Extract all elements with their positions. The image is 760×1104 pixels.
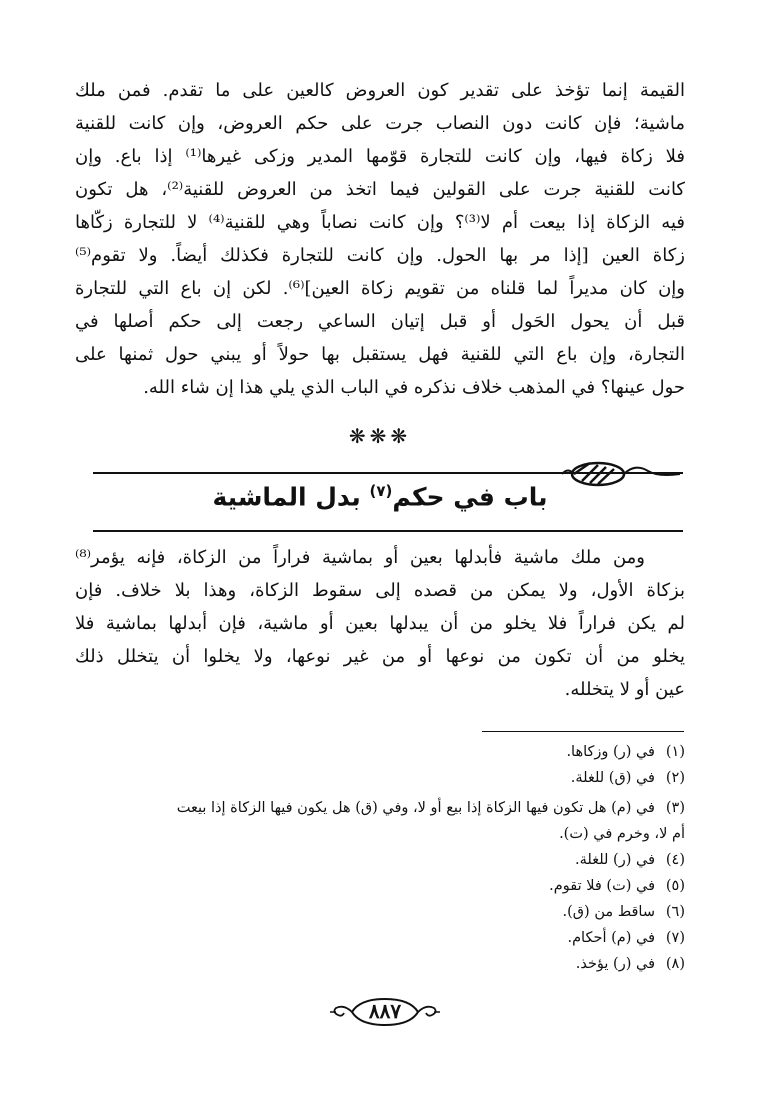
section-line: لم يكن فراراً فلا يخلو من أن يبدلها بعين أو ماشية، فإن أبدلها بماشية فلا (75, 613, 685, 634)
body-line: وإن كان مديراً لما قلناه من تقويم زكاة العين]⁽⁶⁾. لكن إن باع التي للتجارة (75, 278, 685, 299)
heading-note: (٧) (369, 482, 393, 500)
section-line: ومن ملك ماشية فأبدلها بعين أو بماشية فراراً من الزكاة، فإنه يؤمر⁽⁸⁾ (75, 547, 645, 568)
heading-text: بدل الماشية (212, 482, 361, 512)
footnote (75, 740, 685, 764)
body-line: زكاة العين [إذا مر بها الحول. وإن كانت للتجارة فكذلك أيضاً. ولا تقوم⁽⁵⁾ (75, 245, 685, 266)
section-separator: ❋❋❋ (348, 424, 412, 448)
main-paragraph (75, 76, 685, 398)
footnote-text: في (ق) للغلة. (570, 770, 655, 786)
footnote-text: في (م) هل تكون فيها الزكاة إذا بيع أو لا، وفي (ق) هل يكون فيها الزكاة إذا بيعت (176, 800, 655, 816)
section-line: بزكاة الأول، ولا يمكن من قصده إلى سقوط الزكاة، وهذا بلا خلاف. فإن (75, 580, 685, 601)
heading-top-rule (93, 472, 683, 474)
footnote (75, 874, 685, 898)
footnote-text: في (ر) وزكاها. (566, 744, 655, 760)
footnote-text: في (ت) فلا تقوم. (549, 878, 655, 894)
footnote-text: في (ر) يؤخذ. (575, 956, 655, 972)
heading-text: باب في حكم (392, 482, 548, 512)
heading-bottom-rule (93, 530, 683, 532)
body-line: حول عينها؟ في المذهب خلاف نذكره في الباب الذي يلي هذا إن شاء الله. (143, 377, 685, 398)
section-line: يخلو من أن تكون من نوعها أو من غير نوعها، ولا يخلوا أن يتخلل ذلك (75, 646, 685, 667)
body-line: فلا زكاة فيها، وإن كانت للتجارة قوّمها المدير وزكى غيرها⁽¹⁾ إذا باع. وإن (75, 146, 685, 167)
footnote-number: (١) (665, 744, 685, 760)
body-line: التجارة، وإن باع التي للقنية فهل يستقبل بها حولاً أو يبني حول ثمنها على (75, 344, 685, 365)
footnote (75, 926, 685, 950)
body-line: القيمة إنما تؤخذ على تقدير كون العروض كالعين على ما تقدم. فمن ملك (75, 80, 685, 101)
body-line: ماشية؛ فإن كانت دون النصاب جرت على حكم العروض، وإن كانت للقنية (75, 113, 685, 134)
footnote-text: في (م) أحكام. (567, 930, 655, 946)
footnote (75, 766, 685, 790)
body-line: كانت للقنية جرت على القولين فيما اتخذ من العروض للقنية⁽²⁾، هل تكون (75, 179, 685, 200)
footnote (75, 796, 685, 820)
body-line: قبل أن يحول الحَول أو قبل إتيان الساعي رجعت إلى حكم أصلها في (75, 311, 685, 332)
footnote-number: (٧) (665, 930, 685, 946)
chapter-heading (75, 482, 685, 511)
footnote-number: (٣) (665, 800, 685, 816)
footnote-continuation (75, 822, 685, 846)
section-line: عين أو لا يتخلله. (564, 679, 685, 700)
footnote-rule (482, 731, 684, 732)
page-number: ٨٨٧ (368, 999, 402, 1023)
footnote-number: (٢) (665, 770, 685, 786)
footnote-number: (٦) (665, 904, 685, 920)
footnote (75, 900, 685, 924)
footnote-number: (٥) (665, 878, 685, 894)
footnote-number: (٤) (665, 852, 685, 868)
footnote-text: في (ر) للغلة. (575, 852, 655, 868)
footnote (75, 952, 685, 976)
footnote-text: ساقط من (ق). (562, 904, 655, 920)
section-paragraph (75, 543, 685, 713)
footnote-number: (٨) (665, 956, 685, 972)
footnote (75, 848, 685, 872)
footnote-text: أم لا، وخرم في (ت). (559, 826, 685, 842)
body-line: فيه الزكاة إذا بيعت أم لا⁽³⁾؟ وإن كانت نصاباً وهي للقنية⁽⁴⁾ لا للتجارة زكّاها (75, 212, 685, 233)
